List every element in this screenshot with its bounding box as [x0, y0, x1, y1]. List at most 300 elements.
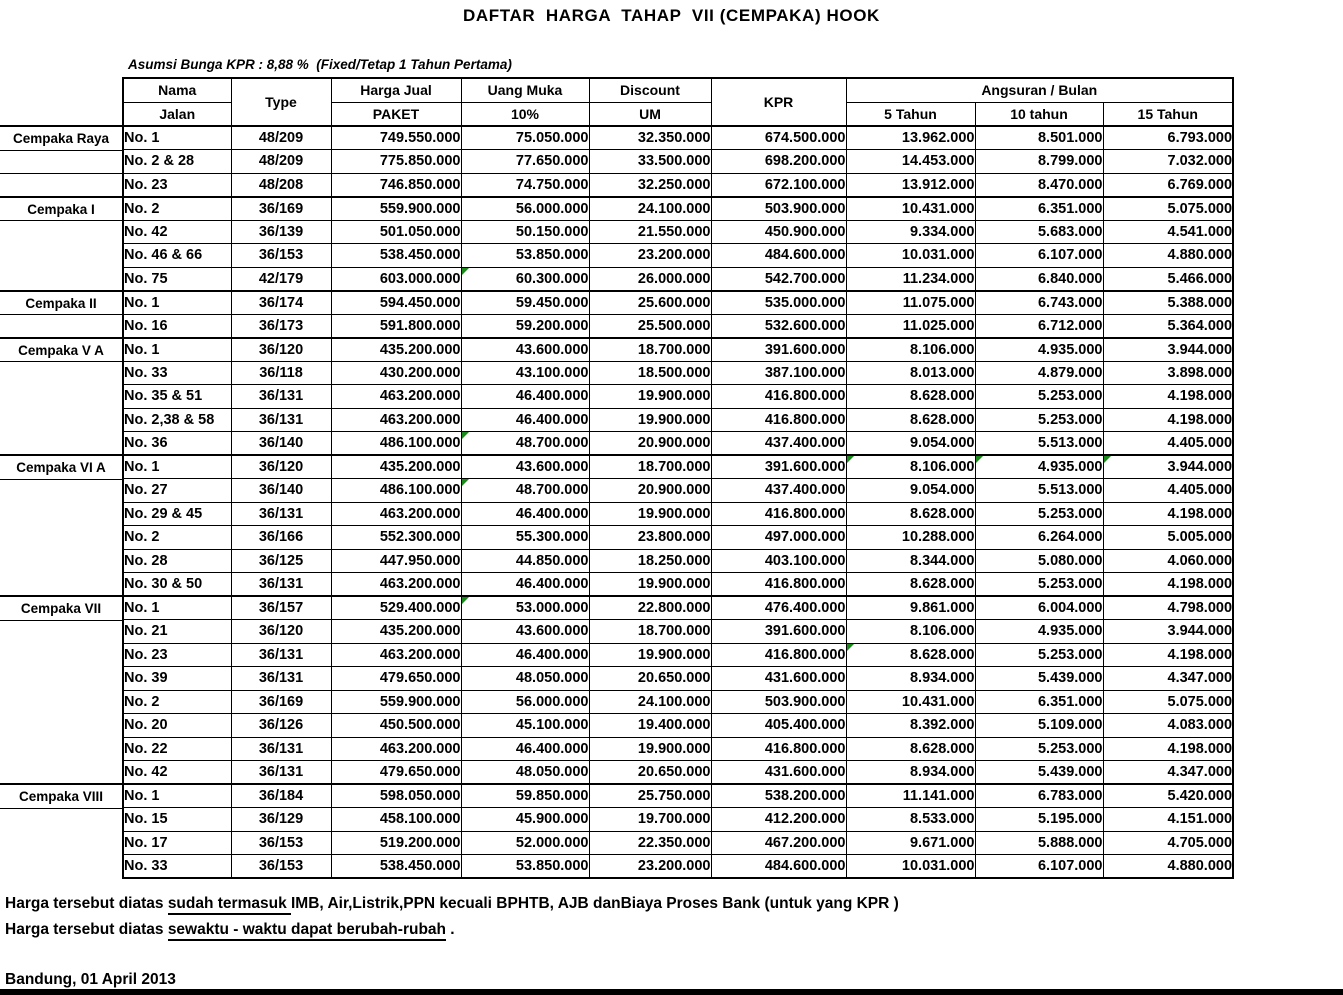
- cell-a15: 3.944.000: [1103, 338, 1233, 362]
- cell-a10: 4.935.000: [975, 620, 1103, 644]
- cell-jalan: No. 21: [123, 620, 231, 644]
- cell-kpr: 672.100.000: [711, 173, 846, 197]
- cell-a5: 14.453.000: [846, 150, 975, 174]
- cell-jalan: No. 16: [123, 314, 231, 338]
- cell-kpr: 437.400.000: [711, 479, 846, 503]
- cell-kpr: 467.200.000: [711, 831, 846, 855]
- comment-triangle-icon: [462, 268, 469, 275]
- cell-kpr: 450.900.000: [711, 220, 846, 244]
- cell-kpr: 532.600.000: [711, 314, 846, 338]
- street-group-label: Cempaka V A: [0, 339, 122, 363]
- cell-a5: 9.054.000: [846, 432, 975, 456]
- cell-a15: 6.793.000: [1103, 126, 1233, 150]
- cell-a5: 9.861.000: [846, 596, 975, 620]
- cell-a10: 5.683.000: [975, 220, 1103, 244]
- cell-disc: 23.800.000: [589, 526, 711, 550]
- cell-a5: 8.628.000: [846, 385, 975, 409]
- table-row: [123, 620, 1233, 644]
- cell-harga: 463.200.000: [331, 737, 461, 761]
- cell-disc: 23.200.000: [589, 244, 711, 268]
- cell-a15: 4.151.000: [1103, 808, 1233, 832]
- comment-triangle-icon: [976, 456, 983, 463]
- cell-uang: 46.400.000: [461, 385, 589, 409]
- cell-uang: 46.400.000: [461, 502, 589, 526]
- cell-kpr: 391.600.000: [711, 455, 846, 479]
- header-discount: Discount: [589, 78, 711, 102]
- cell-type: 36/118: [231, 361, 331, 385]
- street-group-spacer: [0, 151, 122, 175]
- cell-disc: 18.700.000: [589, 338, 711, 362]
- cell-disc: 19.900.000: [589, 408, 711, 432]
- cell-kpr: 403.100.000: [711, 549, 846, 573]
- cell-kpr: 405.400.000: [711, 714, 846, 738]
- cell-a10: 6.004.000: [975, 596, 1103, 620]
- cell-a10: 5.109.000: [975, 714, 1103, 738]
- cell-a5: 8.106.000: [846, 455, 975, 479]
- cell-a10: 6.351.000: [975, 690, 1103, 714]
- cell-harga: 775.850.000: [331, 150, 461, 174]
- table-row: [123, 855, 1233, 879]
- cell-a5: 10.288.000: [846, 526, 975, 550]
- cell-a10: 6.840.000: [975, 267, 1103, 291]
- table-row: [123, 667, 1233, 691]
- cell-jalan: No. 33: [123, 361, 231, 385]
- cell-harga: 594.450.000: [331, 291, 461, 315]
- street-group-spacer: [0, 480, 122, 504]
- cell-uang: 48.700.000: [461, 479, 589, 503]
- cell-a5: 8.344.000: [846, 549, 975, 573]
- cell-a5: 10.431.000: [846, 197, 975, 221]
- cell-jalan: No. 23: [123, 173, 231, 197]
- cell-harga: 486.100.000: [331, 479, 461, 503]
- cell-jalan: No. 2,38 & 58: [123, 408, 231, 432]
- table-header: [123, 78, 1233, 126]
- cell-kpr: 416.800.000: [711, 385, 846, 409]
- footnote-text: .: [446, 921, 455, 938]
- cell-kpr: 698.200.000: [711, 150, 846, 174]
- cell-a10: 5.253.000: [975, 408, 1103, 432]
- street-group-spacer: [0, 174, 122, 198]
- cell-jalan: No. 1: [123, 338, 231, 362]
- header-dp-pct: 10%: [461, 102, 589, 126]
- cell-type: 48/208: [231, 173, 331, 197]
- cell-a10: 5.253.000: [975, 502, 1103, 526]
- header-uang-muka: Uang Muka: [461, 78, 589, 102]
- cell-a5: 9.671.000: [846, 831, 975, 855]
- cell-a15: 5.420.000: [1103, 784, 1233, 808]
- street-group-spacer: [0, 856, 122, 880]
- cell-uang: 45.100.000: [461, 714, 589, 738]
- cell-a5: 8.533.000: [846, 808, 975, 832]
- cell-a10: 6.107.000: [975, 855, 1103, 879]
- street-group-spacer: [0, 550, 122, 574]
- cell-kpr: 497.000.000: [711, 526, 846, 550]
- cell-uang: 52.000.000: [461, 831, 589, 855]
- cell-kpr: 674.500.000: [711, 126, 846, 150]
- cell-uang: 50.150.000: [461, 220, 589, 244]
- cell-type: 36/139: [231, 220, 331, 244]
- cell-disc: 19.900.000: [589, 502, 711, 526]
- cell-type: 42/179: [231, 267, 331, 291]
- street-group-spacer: [0, 762, 122, 786]
- cell-harga: 501.050.000: [331, 220, 461, 244]
- cell-a15: 4.405.000: [1103, 479, 1233, 503]
- cell-jalan: No. 27: [123, 479, 231, 503]
- table-row: [123, 197, 1233, 221]
- table-row: [123, 714, 1233, 738]
- table-row: [123, 432, 1233, 456]
- cell-jalan: No. 42: [123, 761, 231, 785]
- comment-triangle-icon: [462, 479, 469, 486]
- cell-a15: 5.005.000: [1103, 526, 1233, 550]
- cell-uang: 56.000.000: [461, 690, 589, 714]
- footnote-underlined-text: sewaktu - waktu dapat berubah-rubah: [168, 921, 446, 941]
- cell-a10: 6.712.000: [975, 314, 1103, 338]
- cell-a5: 8.013.000: [846, 361, 975, 385]
- cell-a5: 8.628.000: [846, 573, 975, 597]
- cell-harga: 479.650.000: [331, 667, 461, 691]
- street-group-column: [0, 125, 122, 879]
- cell-jalan: No. 2 & 28: [123, 150, 231, 174]
- cell-kpr: 416.800.000: [711, 408, 846, 432]
- street-group-spacer: [0, 315, 122, 339]
- cell-uang: 59.850.000: [461, 784, 589, 808]
- cell-a15: 4.347.000: [1103, 761, 1233, 785]
- cell-kpr: 542.700.000: [711, 267, 846, 291]
- cell-disc: 32.350.000: [589, 126, 711, 150]
- table-row: [123, 643, 1233, 667]
- cell-jalan: No. 33: [123, 855, 231, 879]
- cell-disc: 19.900.000: [589, 643, 711, 667]
- cell-harga: 603.000.000: [331, 267, 461, 291]
- cell-a5: 8.628.000: [846, 643, 975, 667]
- header-jalan: Jalan: [123, 102, 231, 126]
- street-group-spacer: [0, 809, 122, 833]
- street-group-label: Cempaka VII: [0, 597, 122, 621]
- cell-disc: 22.350.000: [589, 831, 711, 855]
- cell-disc: 19.400.000: [589, 714, 711, 738]
- street-group-spacer: [0, 221, 122, 245]
- cell-uang: 43.600.000: [461, 620, 589, 644]
- cell-a15: 3.944.000: [1103, 455, 1233, 479]
- cell-disc: 20.650.000: [589, 761, 711, 785]
- cell-type: 36/140: [231, 432, 331, 456]
- cell-type: 36/129: [231, 808, 331, 832]
- cell-a5: 10.431.000: [846, 690, 975, 714]
- header-15-tahun: 15 Tahun: [1103, 102, 1233, 126]
- cell-a10: 8.501.000: [975, 126, 1103, 150]
- cell-a5: 8.934.000: [846, 667, 975, 691]
- cell-a10: 5.513.000: [975, 479, 1103, 503]
- street-group-spacer: [0, 503, 122, 527]
- cell-uang: 56.000.000: [461, 197, 589, 221]
- table-row: [123, 361, 1233, 385]
- cell-a5: 8.934.000: [846, 761, 975, 785]
- cell-a10: 5.080.000: [975, 549, 1103, 573]
- cell-disc: 32.250.000: [589, 173, 711, 197]
- cell-harga: 435.200.000: [331, 338, 461, 362]
- cell-kpr: 416.800.000: [711, 573, 846, 597]
- cell-a15: 4.083.000: [1103, 714, 1233, 738]
- header-5-tahun: 5 Tahun: [846, 102, 975, 126]
- cell-a15: 6.769.000: [1103, 173, 1233, 197]
- cell-kpr: 437.400.000: [711, 432, 846, 456]
- cell-disc: 20.650.000: [589, 667, 711, 691]
- cell-kpr: 416.800.000: [711, 737, 846, 761]
- cell-uang: 48.050.000: [461, 667, 589, 691]
- cell-jalan: No. 1: [123, 596, 231, 620]
- cell-a5: 10.031.000: [846, 855, 975, 879]
- footnote-subject-to-change: [5, 921, 455, 939]
- cell-type: 48/209: [231, 126, 331, 150]
- table-row: [123, 526, 1233, 550]
- table-row: [123, 761, 1233, 785]
- cell-type: 36/125: [231, 549, 331, 573]
- cell-a10: 8.799.000: [975, 150, 1103, 174]
- cell-uang: 74.750.000: [461, 173, 589, 197]
- street-group-spacer: [0, 832, 122, 856]
- header-harga-jual: Harga Jual: [331, 78, 461, 102]
- cell-jalan: No. 1: [123, 126, 231, 150]
- cell-a10: 4.879.000: [975, 361, 1103, 385]
- cell-jalan: No. 29 & 45: [123, 502, 231, 526]
- table-row: [123, 808, 1233, 832]
- cell-jalan: No. 1: [123, 291, 231, 315]
- cell-harga: 486.100.000: [331, 432, 461, 456]
- footnote-underlined-text: sudah termasuk: [168, 895, 291, 915]
- table-row: [123, 291, 1233, 315]
- cell-type: 36/153: [231, 831, 331, 855]
- cell-a10: 6.107.000: [975, 244, 1103, 268]
- comment-triangle-icon: [462, 597, 469, 604]
- cell-a5: 10.031.000: [846, 244, 975, 268]
- cell-type: 36/153: [231, 855, 331, 879]
- cell-harga: 447.950.000: [331, 549, 461, 573]
- cell-harga: 529.400.000: [331, 596, 461, 620]
- cell-disc: 22.800.000: [589, 596, 711, 620]
- cell-a15: 4.880.000: [1103, 855, 1233, 879]
- cell-jalan: No. 75: [123, 267, 231, 291]
- street-group-spacer: [0, 691, 122, 715]
- table-row: [123, 831, 1233, 855]
- cell-uang: 46.400.000: [461, 408, 589, 432]
- cell-harga: 463.200.000: [331, 385, 461, 409]
- cell-a10: 5.253.000: [975, 643, 1103, 667]
- cell-disc: 24.100.000: [589, 197, 711, 221]
- header-um: UM: [589, 102, 711, 126]
- street-group-label: Cempaka II: [0, 292, 122, 316]
- cell-uang: 48.700.000: [461, 432, 589, 456]
- cell-disc: 24.100.000: [589, 690, 711, 714]
- cell-disc: 19.900.000: [589, 573, 711, 597]
- table-row: [123, 784, 1233, 808]
- cell-a15: 5.075.000: [1103, 690, 1233, 714]
- cell-a5: 8.392.000: [846, 714, 975, 738]
- page-title: DAFTAR HARGA TAHAP VII (CEMPAKA) HOOK: [463, 6, 880, 25]
- comment-triangle-icon: [1104, 456, 1111, 463]
- street-group-spacer: [0, 644, 122, 668]
- cell-a5: 11.025.000: [846, 314, 975, 338]
- cell-a15: 4.798.000: [1103, 596, 1233, 620]
- cell-type: 36/120: [231, 455, 331, 479]
- comment-triangle-icon: [847, 644, 854, 651]
- cell-uang: 53.000.000: [461, 596, 589, 620]
- cell-kpr: 416.800.000: [711, 643, 846, 667]
- cell-uang: 45.900.000: [461, 808, 589, 832]
- street-group-spacer: [0, 362, 122, 386]
- cell-a10: 5.195.000: [975, 808, 1103, 832]
- table-row: [123, 596, 1233, 620]
- cell-harga: 430.200.000: [331, 361, 461, 385]
- cell-type: 36/131: [231, 667, 331, 691]
- table-row: [123, 126, 1233, 150]
- cell-a5: 8.628.000: [846, 408, 975, 432]
- cell-a5: 11.075.000: [846, 291, 975, 315]
- cell-harga: 463.200.000: [331, 643, 461, 667]
- cell-type: 36/140: [231, 479, 331, 503]
- cell-uang: 43.600.000: [461, 455, 589, 479]
- cell-a10: 5.253.000: [975, 573, 1103, 597]
- cell-kpr: 412.200.000: [711, 808, 846, 832]
- cell-a15: 4.198.000: [1103, 737, 1233, 761]
- cell-disc: 26.000.000: [589, 267, 711, 291]
- cell-a5: 9.054.000: [846, 479, 975, 503]
- cell-a15: 3.898.000: [1103, 361, 1233, 385]
- cell-jalan: No. 17: [123, 831, 231, 855]
- cell-harga: 559.900.000: [331, 197, 461, 221]
- cell-jalan: No. 46 & 66: [123, 244, 231, 268]
- cell-a5: 8.106.000: [846, 338, 975, 362]
- cell-disc: 21.550.000: [589, 220, 711, 244]
- street-group-spacer: [0, 574, 122, 598]
- cell-harga: 559.900.000: [331, 690, 461, 714]
- cell-uang: 44.850.000: [461, 549, 589, 573]
- footnote-text: Harga tersebut diatas: [5, 921, 168, 938]
- cell-uang: 77.650.000: [461, 150, 589, 174]
- price-table: [122, 77, 1234, 879]
- cell-a10: 5.513.000: [975, 432, 1103, 456]
- cell-kpr: 538.200.000: [711, 784, 846, 808]
- cell-type: 36/166: [231, 526, 331, 550]
- table-row: [123, 150, 1233, 174]
- cell-type: 36/157: [231, 596, 331, 620]
- table-row: [123, 455, 1233, 479]
- cell-a10: 5.888.000: [975, 831, 1103, 855]
- cell-kpr: 431.600.000: [711, 667, 846, 691]
- cell-harga: 519.200.000: [331, 831, 461, 855]
- street-group-spacer: [0, 527, 122, 551]
- cell-a15: 4.198.000: [1103, 502, 1233, 526]
- cell-jalan: No. 36: [123, 432, 231, 456]
- cell-harga: 591.800.000: [331, 314, 461, 338]
- cell-disc: 23.200.000: [589, 855, 711, 879]
- cell-harga: 552.300.000: [331, 526, 461, 550]
- cell-a5: 11.234.000: [846, 267, 975, 291]
- street-group-spacer: [0, 738, 122, 762]
- cell-type: 36/131: [231, 761, 331, 785]
- cell-jalan: No. 42: [123, 220, 231, 244]
- header-10-tahun: 10 tahun: [975, 102, 1103, 126]
- cell-a5: 8.106.000: [846, 620, 975, 644]
- cell-a10: 5.253.000: [975, 385, 1103, 409]
- cell-jalan: No. 20: [123, 714, 231, 738]
- street-group-spacer: [0, 433, 122, 457]
- cell-type: 36/131: [231, 737, 331, 761]
- comment-triangle-icon: [847, 456, 854, 463]
- table-row: [123, 338, 1233, 362]
- cell-jalan: No. 35 & 51: [123, 385, 231, 409]
- cell-a5: 9.334.000: [846, 220, 975, 244]
- cell-harga: 458.100.000: [331, 808, 461, 832]
- cell-a15: 4.541.000: [1103, 220, 1233, 244]
- table-row: [123, 502, 1233, 526]
- cell-a10: 6.351.000: [975, 197, 1103, 221]
- cell-disc: 33.500.000: [589, 150, 711, 174]
- cell-jalan: No. 1: [123, 784, 231, 808]
- street-group-spacer: [0, 245, 122, 269]
- cell-harga: 746.850.000: [331, 173, 461, 197]
- cell-type: 36/120: [231, 620, 331, 644]
- cell-disc: 18.700.000: [589, 620, 711, 644]
- cell-a15: 5.466.000: [1103, 267, 1233, 291]
- cell-type: 36/131: [231, 408, 331, 432]
- cell-a10: 5.439.000: [975, 667, 1103, 691]
- street-group-spacer: [0, 268, 122, 292]
- cell-a15: 7.032.000: [1103, 150, 1233, 174]
- cell-a15: 4.198.000: [1103, 643, 1233, 667]
- street-group-spacer: [0, 621, 122, 645]
- cell-jalan: No. 39: [123, 667, 231, 691]
- cell-disc: 25.750.000: [589, 784, 711, 808]
- cell-kpr: 484.600.000: [711, 855, 846, 879]
- cell-type: 48/209: [231, 150, 331, 174]
- header-paket: PAKET: [331, 102, 461, 126]
- cell-uang: 59.200.000: [461, 314, 589, 338]
- street-group-label: Cempaka Raya: [0, 127, 122, 151]
- cell-a15: 5.364.000: [1103, 314, 1233, 338]
- cell-disc: 18.500.000: [589, 361, 711, 385]
- date-place-line: Bandung, 01 April 2013: [5, 971, 176, 988]
- cell-a10: 6.743.000: [975, 291, 1103, 315]
- cell-kpr: 387.100.000: [711, 361, 846, 385]
- cell-uang: 43.600.000: [461, 338, 589, 362]
- cell-a10: 6.783.000: [975, 784, 1103, 808]
- cell-jalan: No. 23: [123, 643, 231, 667]
- table-row: [123, 690, 1233, 714]
- cell-jalan: No. 2: [123, 690, 231, 714]
- cell-kpr: 416.800.000: [711, 502, 846, 526]
- cell-jalan: No. 1: [123, 455, 231, 479]
- table-body: [123, 126, 1233, 878]
- street-group-spacer: [0, 715, 122, 739]
- table-row: [123, 173, 1233, 197]
- header-angsuran: Angsuran / Bulan: [846, 78, 1233, 102]
- cell-harga: 479.650.000: [331, 761, 461, 785]
- cell-harga: 435.200.000: [331, 620, 461, 644]
- table-row: [123, 385, 1233, 409]
- cell-type: 36/153: [231, 244, 331, 268]
- header-nama: Nama: [123, 78, 231, 102]
- cell-a15: 3.944.000: [1103, 620, 1233, 644]
- cell-uang: 75.050.000: [461, 126, 589, 150]
- table-row: [123, 267, 1233, 291]
- cell-type: 36/184: [231, 784, 331, 808]
- cell-harga: 538.450.000: [331, 855, 461, 879]
- cell-a10: 6.264.000: [975, 526, 1103, 550]
- cell-jalan: No. 30 & 50: [123, 573, 231, 597]
- cell-jalan: No. 28: [123, 549, 231, 573]
- cell-disc: 18.700.000: [589, 455, 711, 479]
